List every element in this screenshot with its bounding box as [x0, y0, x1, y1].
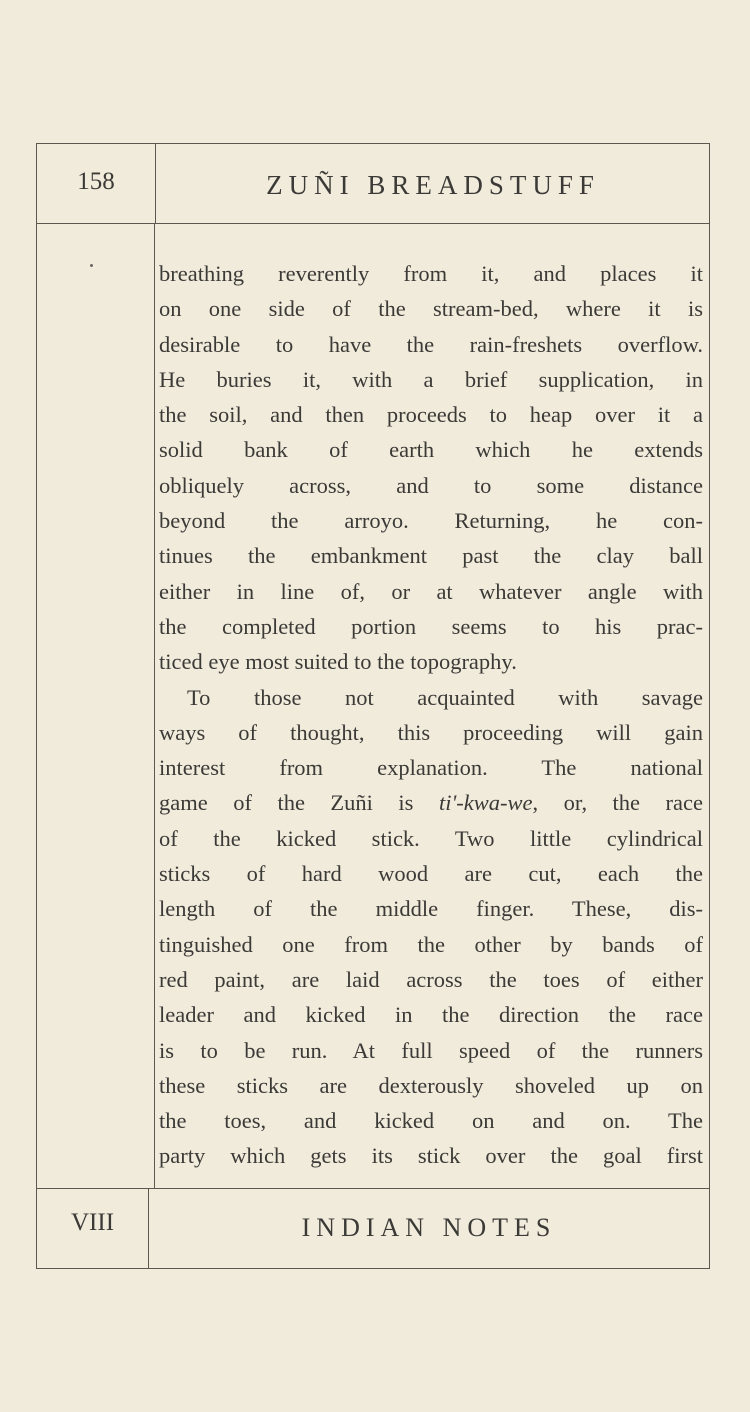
- text-line: the soil, and then proceeds to heap over it a: [159, 402, 703, 428]
- series-title: INDIAN NOTES: [301, 1213, 557, 1242]
- margin-column: [37, 224, 155, 1188]
- text-line: the completed portion seems to his prac-: [159, 613, 703, 639]
- text-line: beyond the arroyo. Returning, he con-: [159, 508, 703, 534]
- margin-mark: [90, 264, 93, 267]
- text-run: , or, the race: [532, 790, 703, 816]
- text-line: desirable to have the rain-freshets overflow.: [159, 331, 703, 357]
- italic-term: ti'-kwa-we: [438, 790, 533, 816]
- page-number: 158: [77, 168, 115, 195]
- text-line: of the kicked stick. Two little cylindrical: [159, 825, 703, 851]
- text-line: solid bank of earth which he extends: [159, 437, 703, 463]
- text-line: He buries it, with a brief supplication, in: [159, 366, 703, 392]
- body-row: [37, 224, 709, 1189]
- text-line: the toes, and kicked on and on. The: [159, 1108, 703, 1134]
- text-line: ticed eye most suited to the topography.: [159, 649, 517, 675]
- text-line: length of the middle finger. These, dis-: [159, 896, 703, 922]
- text-line: tinues the embankment past the clay ball: [159, 543, 703, 569]
- page-footer: [37, 1189, 709, 1268]
- text-line: sticks of hard wood are cut, each the: [159, 861, 703, 887]
- text-run: game of the Zuñi is: [159, 790, 414, 816]
- page-header: [37, 144, 709, 224]
- volume-label: VIII: [70, 1209, 115, 1236]
- text-line: tinguished one from the other by bands of: [159, 931, 703, 957]
- text-line: red paint, are laid across the toes of either: [159, 966, 703, 992]
- header-divider: [155, 144, 156, 223]
- text-line: ways of thought, this proceeding will gain: [159, 719, 703, 745]
- text-line: breathing reverently from it, and places it: [159, 261, 703, 286]
- text-line: these sticks are dexterously shoveled up on: [159, 1072, 703, 1098]
- text-line-with-italic: [159, 785, 703, 820]
- page-frame: [36, 143, 710, 1269]
- running-title: ZUÑI BREADSTUFF: [266, 170, 600, 200]
- text-line: on one side of the stream-bed, where it is: [159, 296, 703, 322]
- text-line: party which gets its stick over the goal first: [159, 1143, 703, 1169]
- text-line: interest from explanation. The national: [159, 755, 703, 781]
- text-line: leader and kicked in the direction the race: [159, 1002, 703, 1028]
- body-text: [159, 256, 703, 1174]
- text-line: either in line of, or at whatever angle with: [159, 578, 703, 604]
- text-line: To those not acquainted with savage: [187, 684, 703, 710]
- text-line: is to be run. At full speed of the runners: [159, 1037, 703, 1063]
- text-line: obliquely across, and to some distance: [159, 472, 703, 498]
